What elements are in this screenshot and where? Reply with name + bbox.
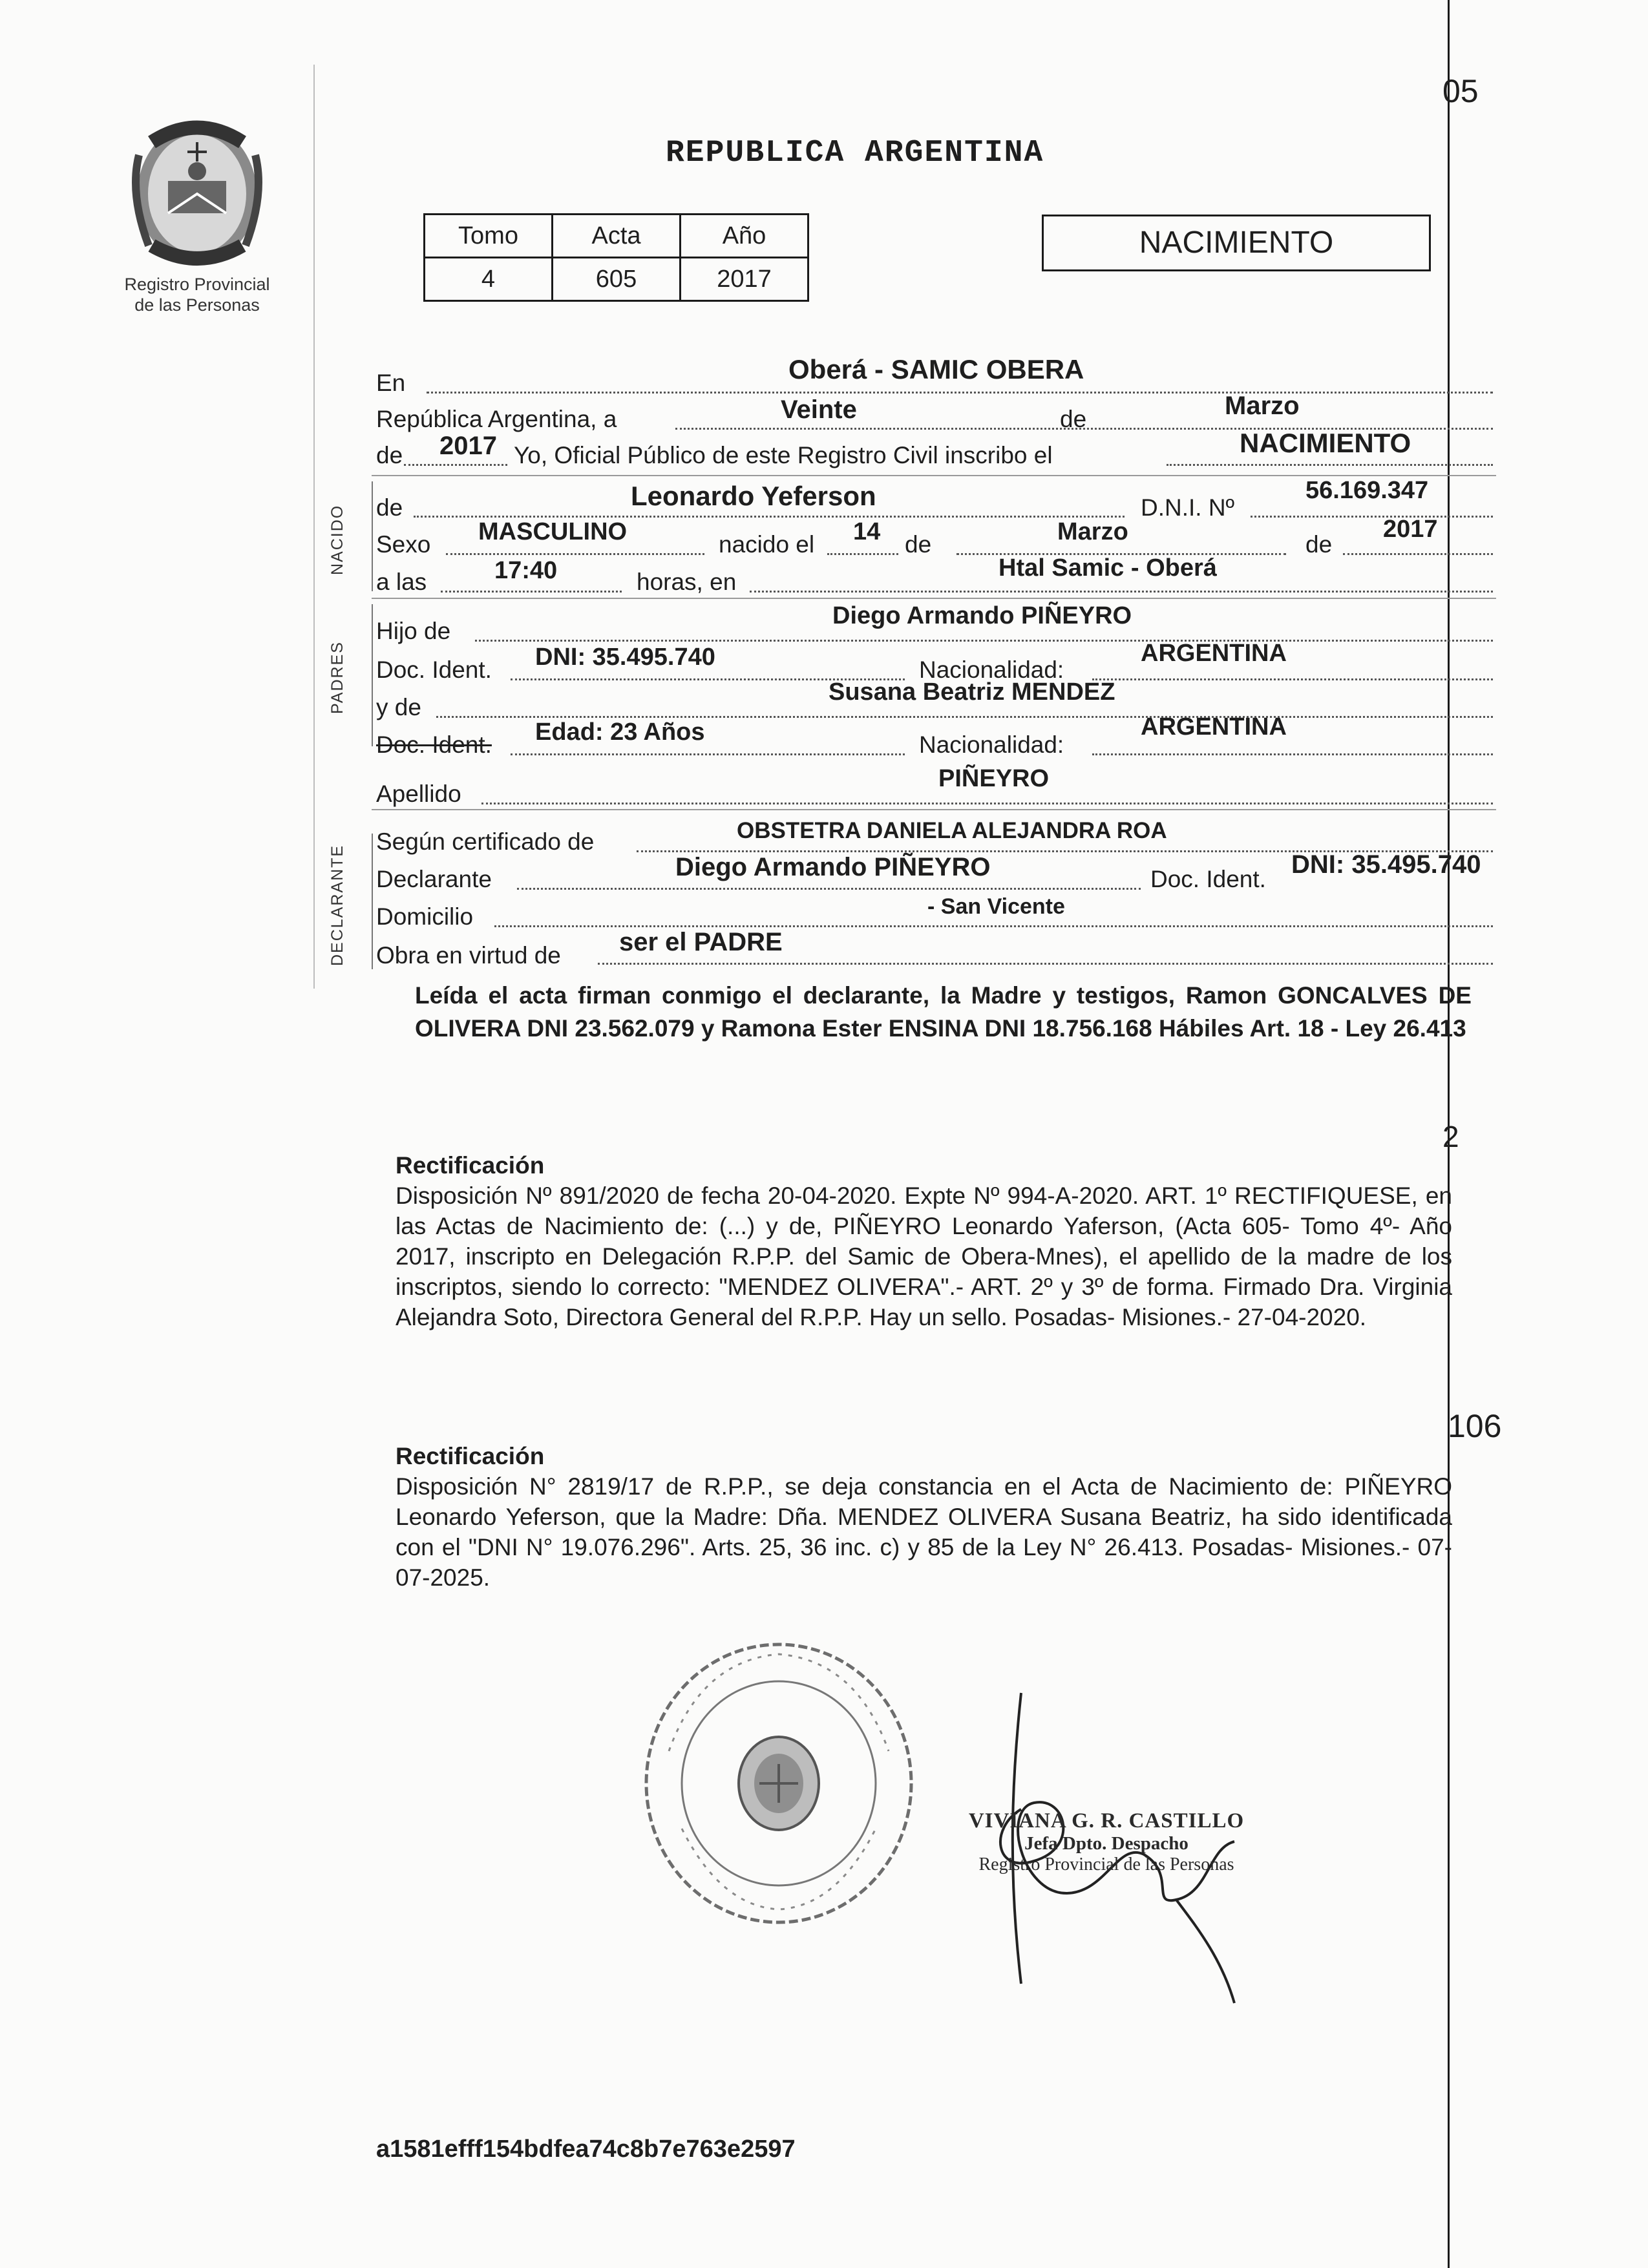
madre-value: Susana Beatriz MENDEZ (829, 678, 1115, 706)
anio-value: 2017 (681, 258, 808, 301)
registry-caption-line1: Registro Provincial (124, 275, 270, 294)
madre-doc-value: Edad: 23 Años (535, 719, 705, 746)
dotted-line (598, 963, 1493, 965)
padre-doc-value: DNI: 35.495.740 (535, 644, 715, 671)
de-year2-label: de (1305, 531, 1333, 558)
nacido-el-label: nacido el (719, 531, 815, 558)
tomo-value: 4 (425, 258, 553, 301)
doc-ident-label: Doc. Ident. (376, 656, 492, 683)
left-separator (313, 65, 315, 989)
dotted-line (511, 753, 905, 755)
dni-label: D.N.I. Nº (1141, 494, 1235, 521)
acta-value: 605 (553, 258, 681, 301)
declarante-label: Declarante (376, 866, 492, 892)
de-label: de (1060, 406, 1087, 432)
registry-caption-line2: de las Personas (134, 295, 260, 315)
rectificacion-1-title: Rectificación (396, 1152, 545, 1179)
nacionalidad-label-2: Nacionalidad: (919, 731, 1064, 758)
apellido-value: PIÑEYRO (938, 765, 1050, 792)
y-de-label: y de (376, 694, 421, 720)
dotted-line (481, 803, 1493, 804)
stamp-office: Registro Provincial de las Personas (978, 1854, 1234, 1874)
dotted-line (1343, 553, 1493, 555)
dotted-line (517, 888, 1141, 890)
de-year-label: de (376, 442, 403, 468)
declarante-section-label: DECLARANTE (328, 844, 346, 966)
margin-number-top: 05 (1442, 73, 1479, 109)
horas-en-label: horas, en (637, 569, 737, 595)
dotted-line (1092, 753, 1493, 755)
de-nombre-label: de (376, 494, 403, 521)
domicilio-value: - San Vicente (927, 894, 1065, 919)
dotted-line (446, 553, 704, 555)
stamp-name: VIVIANA G. R. CASTILLO (968, 1809, 1245, 1832)
hora-value: 17:40 (494, 557, 558, 584)
section-rule (372, 809, 1496, 810)
dotted-line (475, 640, 1493, 642)
hijo-de-label: Hijo de (376, 618, 451, 644)
dotted-line (1167, 464, 1493, 466)
rectificacion-1-text: Disposición Nº 891/2020 de fecha 20-04-2020. Expte Nº 994-A-2020. ART. 1º RECTIFIQUESE, en las Actas de Nacimiento de: (...) y de, PIÑEYRO Leonardo Yaferson, (Acta 605- Tomo 4º- Año 2017, inscripto en Delegación R.P.P. del Samic de Obera-Mnes), el apellido de la madre de los inscriptos, siendo lo correcto: "MENDEZ OLIVERA".- ART. 2º y 3º de forma. Firmado Dra. Virginia Alejandra Soto, Directora General del R.P.P. Hay un sello. Posadas- Misiones.- 27-04-2020. (396, 1182, 1452, 1330)
obra-label: Obra en virtud de (376, 942, 561, 969)
sexo-value: MASCULINO (478, 518, 628, 545)
month-value: Marzo (1225, 392, 1300, 420)
doc-ident-struck-label: Doc. Ident. (376, 731, 492, 758)
declarante-doc-label: Doc. Ident. (1150, 866, 1266, 892)
day-word-value: Veinte (781, 395, 857, 424)
lugar-value: Htal Samic - Oberá (998, 554, 1217, 582)
declarante-doc-value: DNI: 35.495.740 (1291, 850, 1481, 879)
closing-text: Leída el acta firman conmigo el declarante, la Madre y testigos, Ramon GONCALVES DE OLIVERA DNI 23.562.079 y Ramona Ester ENSINA DNI 18.756.168 Hábiles Art. 18 - Ley 26.413 (415, 982, 1472, 1042)
de-month-label: de (905, 531, 932, 558)
domicilio-label: Domicilio (376, 903, 474, 930)
dni-value: 56.169.347 (1305, 477, 1429, 504)
dotted-line (414, 516, 1125, 518)
rectificacion-1 (396, 1150, 1452, 1332)
record-type-box: NACIMIENTO (1042, 215, 1431, 271)
padres-section-bar (372, 604, 373, 746)
madre-nacionalidad-value: ARGENTINA (1141, 713, 1287, 740)
padres-section-label: PADRES (328, 641, 346, 714)
dotted-line (1251, 516, 1493, 518)
record-index-table (423, 213, 809, 302)
nacido-section-bar (372, 481, 373, 591)
country-title: REPUBLICA ARGENTINA (666, 136, 1044, 171)
rectificacion-2 (396, 1441, 1452, 1593)
birth-year-value: 2017 (1383, 516, 1438, 543)
dotted-line (436, 716, 1493, 718)
certificado-value: OBSTETRA DANIELA ALEJANDRA ROA (737, 818, 1167, 843)
padre-nacionalidad-value: ARGENTINA (1141, 640, 1287, 667)
year-value: 2017 (439, 432, 497, 460)
document-hash: a1581efff154bdfea74c8b7e763e2597 (376, 2136, 796, 2163)
birth-month-value: Marzo (1057, 518, 1128, 545)
anio-header: Año (681, 215, 808, 258)
misiones-crest-logo (123, 116, 271, 271)
nacido-section-label: NACIDO (328, 504, 346, 575)
record-index-value-row (425, 258, 808, 301)
dotted-line (494, 925, 1493, 927)
inscribo-label: Yo, Oficial Público de este Registro Civil inscribo el (514, 442, 1053, 468)
rectificacion-2-text: Disposición N° 2819/17 de R.P.P., se deja constancia en el Acta de Nacimiento de: PIÑEYRO Leonardo Yeferson, que la Madre: Dña. MENDEZ OLIVERA Susana Beatriz, ha sido identificada con el "DNI N° 19.076.296". Arts. 25, 36 inc. c) y 85 de la Ley N° 26.413. Posadas- Misiones.- 07-07-2025. (396, 1473, 1452, 1591)
obra-value: ser el PADRE (619, 928, 783, 956)
stamp-role: Jefa Dpto. Despacho (1024, 1833, 1188, 1854)
dotted-line (404, 464, 507, 466)
rectificacion-2-title: Rectificación (396, 1443, 545, 1469)
dotted-line (750, 591, 1493, 593)
certificado-label: Según certificado de (376, 828, 595, 855)
republica-label: República Argentina, a (376, 406, 617, 432)
dotted-line (441, 591, 622, 593)
record-index-header-row (425, 215, 808, 258)
nacionalidad-label: Nacionalidad: (919, 656, 1064, 683)
dotted-line (827, 553, 898, 555)
section-rule (372, 598, 1496, 599)
padre-value: Diego Armando PIÑEYRO (832, 602, 1132, 629)
tomo-header: Tomo (425, 215, 553, 258)
a-las-label: a las (376, 569, 427, 595)
sexo-label: Sexo (376, 531, 431, 558)
declarante-section-bar (372, 834, 373, 969)
birth-day-value: 14 (853, 518, 881, 545)
registry-caption (90, 274, 304, 315)
place-value: Oberá - SAMIC OBERA (788, 354, 1084, 384)
inscribo-value: NACIMIENTO (1240, 428, 1411, 458)
acta-header: Acta (553, 215, 681, 258)
declarante-value: Diego Armando PIÑEYRO (675, 853, 991, 881)
apellido-label: Apellido (376, 781, 461, 807)
en-label: En (376, 370, 406, 396)
margin-number-middle: 2 (1442, 1120, 1459, 1153)
dotted-line (427, 392, 1493, 394)
signature-stamp (945, 1809, 1268, 1875)
dotted-line (1092, 678, 1493, 680)
margin-number-lower: 106 (1448, 1408, 1502, 1444)
section-rule (372, 475, 1496, 476)
nombre-value: Leonardo Yeferson (631, 481, 876, 511)
